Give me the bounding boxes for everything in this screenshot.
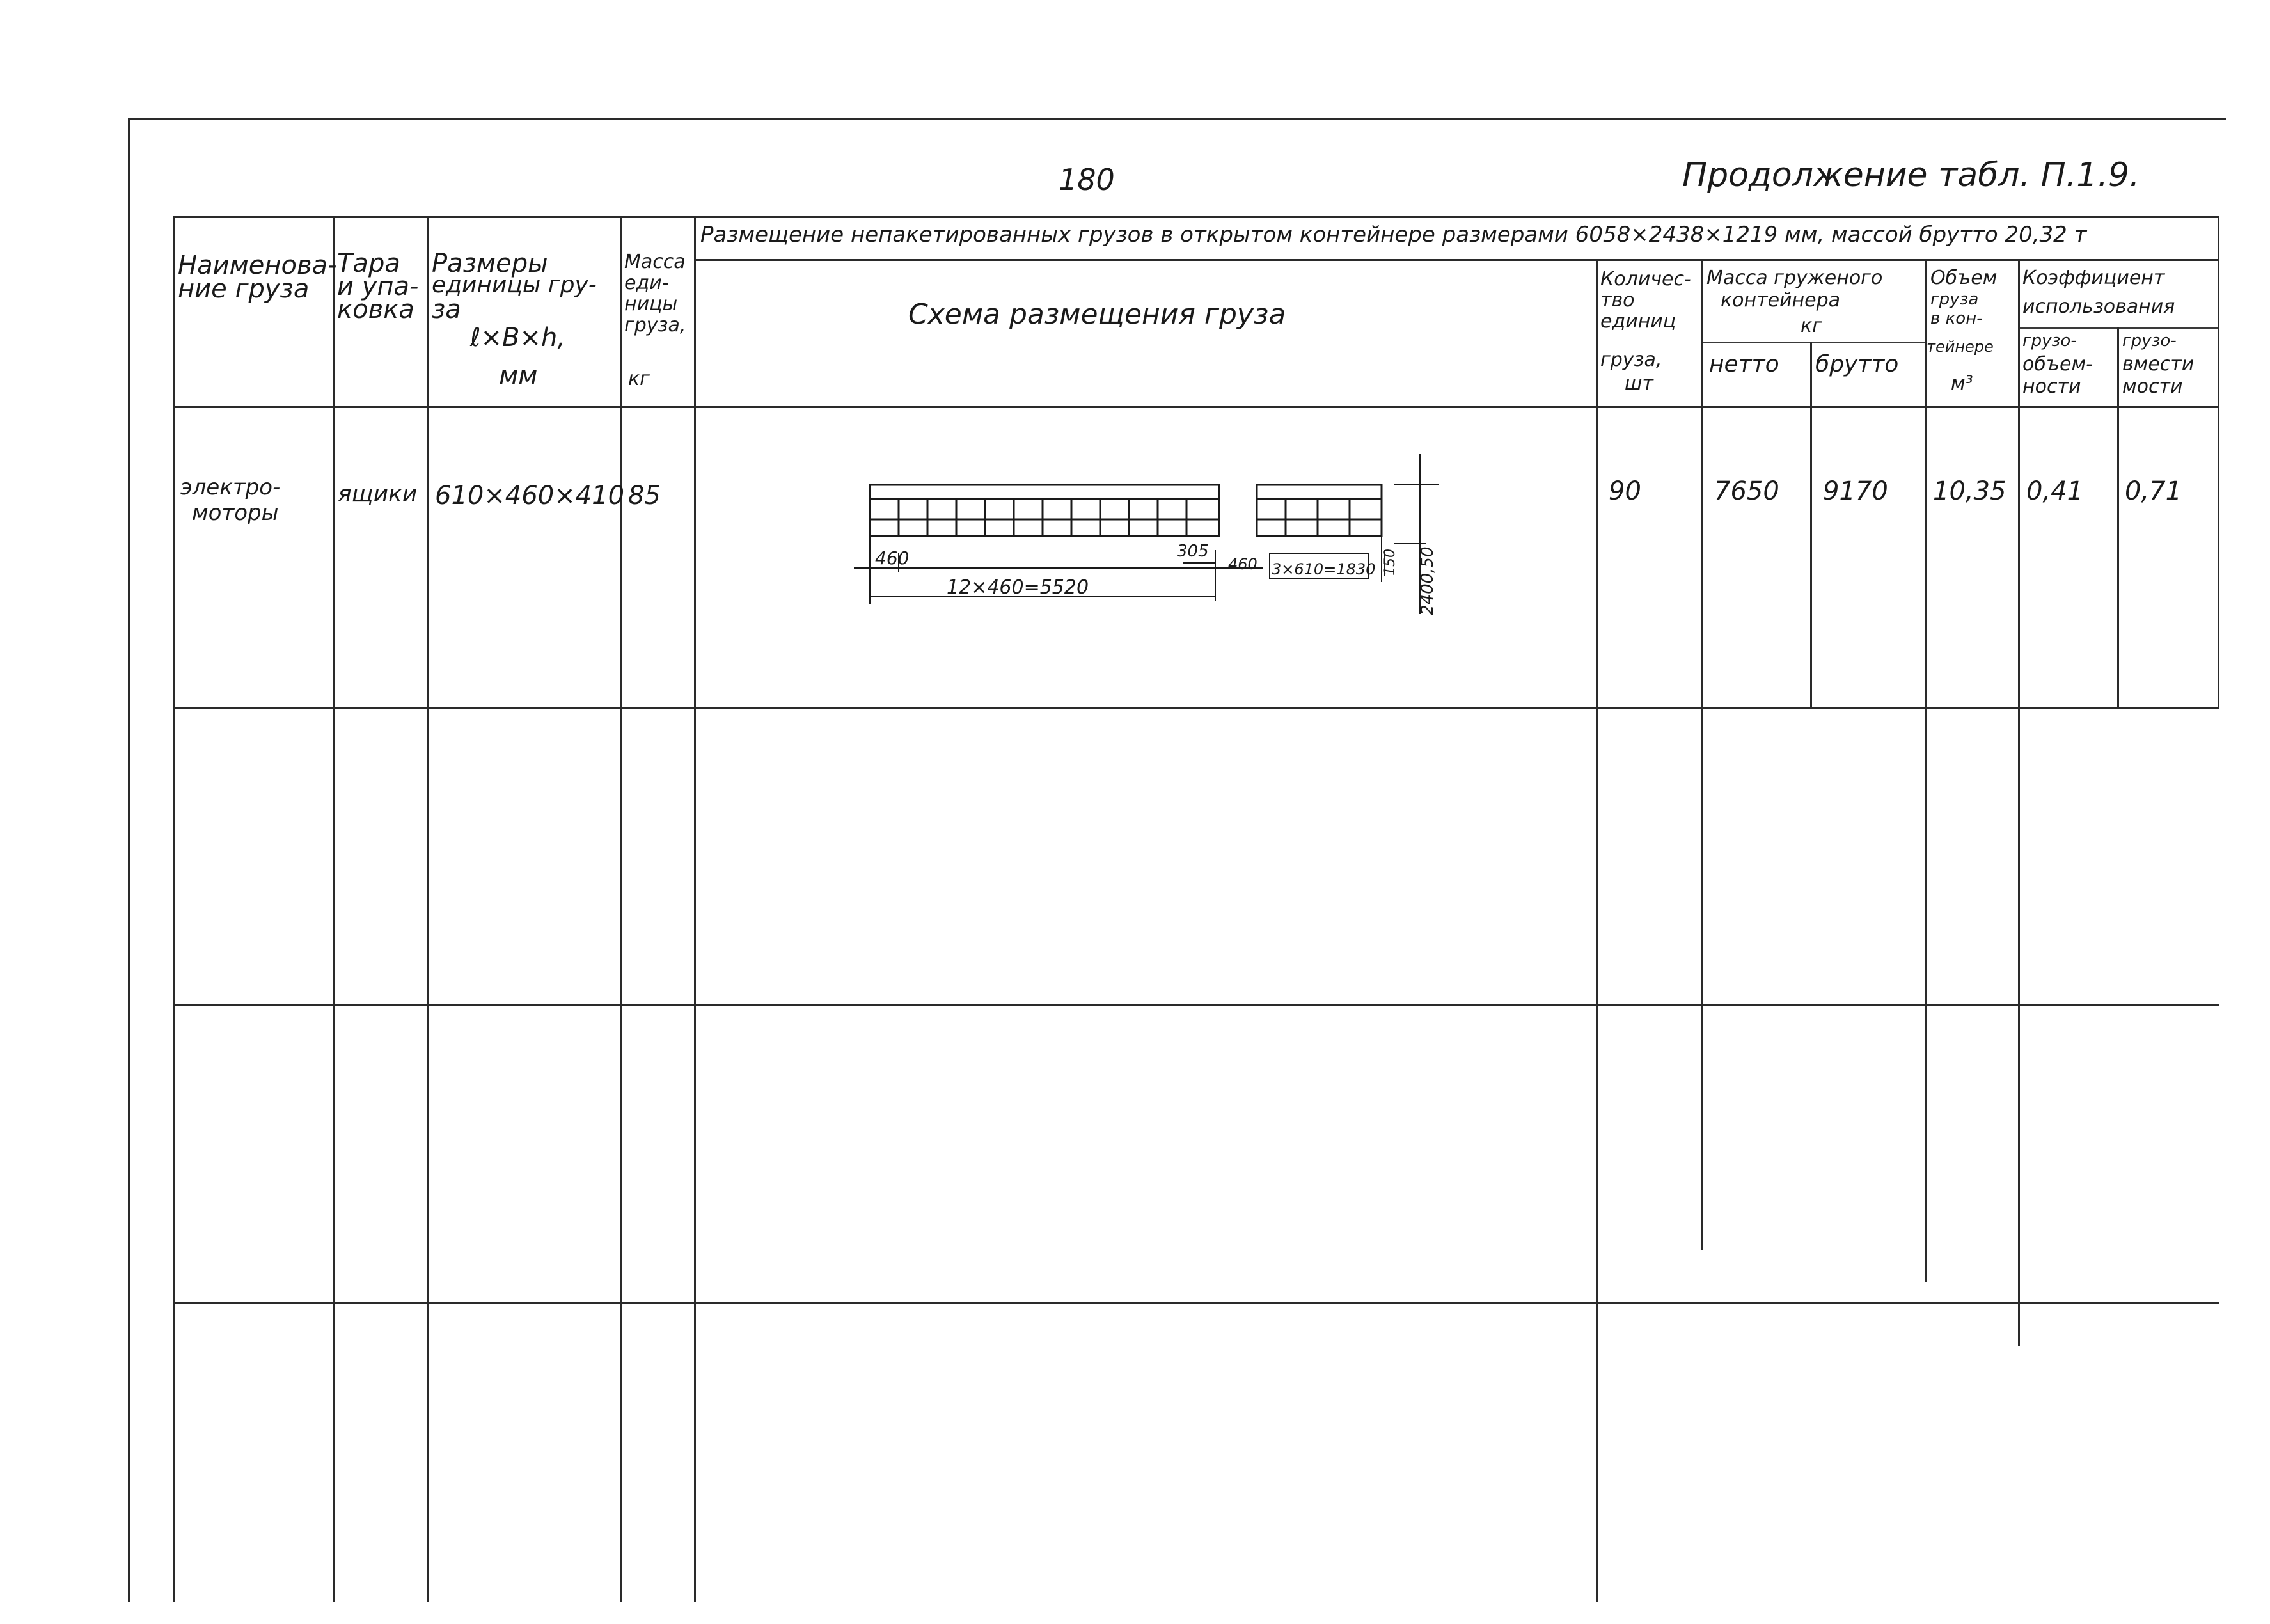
col-line-2	[427, 216, 429, 1602]
row-coef-volume: 0,41	[2026, 477, 2084, 506]
header-dims-1: Размеры	[432, 249, 548, 278]
header-coef-2: использования	[2022, 296, 2175, 318]
header-brutto: брутто	[1815, 351, 1899, 377]
header-name-2: ние груза	[178, 274, 310, 304]
header-coef-capacity-3: мости	[2122, 375, 2183, 398]
row-netto: 7650	[1714, 477, 1779, 506]
col-line-11	[2218, 216, 2219, 709]
col-line-10	[2117, 327, 2119, 707]
row-coef-capacity: 0,71	[2125, 477, 2182, 506]
span-title: Размещение непакетированных грузов в открытом контейнере размерами 6058×2438×1219 мм, массой брутто 20,32 т	[700, 222, 2087, 248]
row-name-1: электро-	[180, 475, 281, 500]
dim-height: 2400,50	[1418, 546, 1437, 615]
header-scheme: Схема размещения груза	[908, 298, 1286, 331]
header-coef-volume-3: ности	[2022, 375, 2081, 398]
header-container-mass-1: Масса груженого	[1706, 267, 1883, 289]
span-bottom-line	[694, 259, 2219, 261]
header-netto: нетто	[1709, 351, 1779, 377]
dim-side: 3×610=1830	[1272, 560, 1376, 578]
header-count-4: груза,	[1600, 349, 1662, 371]
header-tare-3: ковка	[337, 295, 414, 324]
col-line-4	[694, 216, 696, 1602]
col-line-9	[2018, 259, 2020, 1346]
header-mass-2: еди-	[624, 272, 669, 294]
table-top-line	[173, 216, 2219, 218]
col-line-0	[173, 216, 175, 1602]
end-view-boxes	[1257, 485, 1382, 536]
header-coef-1: Коэффициент	[2022, 267, 2165, 289]
header-name-1: Наименова-	[178, 251, 337, 280]
header-count-3: единиц	[1600, 310, 1676, 333]
header-volume-4: тейнере	[1927, 338, 1994, 356]
header-dims-5: мм	[499, 361, 538, 391]
header-container-mass-3: кг	[1801, 315, 1822, 337]
header-coef-capacity-2: вмести	[2122, 353, 2195, 375]
side-view-boxes	[870, 485, 1219, 536]
top-rule	[128, 118, 2226, 120]
header-mass-1: Масса	[624, 251, 686, 273]
col-line-7	[1810, 342, 1812, 707]
header-tare-2: и упа-	[337, 272, 419, 301]
header-coef-capacity-1: грузо-	[2122, 331, 2177, 351]
header-volume-3: в кон-	[1930, 309, 1983, 328]
header-count-2: тво	[1600, 289, 1635, 311]
row-mass: 85	[628, 481, 661, 510]
mass-subheader-line	[1701, 342, 1925, 343]
row-count: 90	[1609, 477, 1641, 506]
col-line-8	[1925, 259, 1927, 1282]
header-count-5: шт	[1625, 372, 1653, 395]
header-tare-1: Тара	[337, 249, 400, 278]
margin-rule	[128, 118, 130, 1602]
row-brutto: 9170	[1823, 477, 1888, 506]
row-tare: ящики	[338, 481, 418, 507]
header-mass-4: груза,	[624, 314, 686, 336]
dim-end: 305	[1177, 542, 1209, 561]
row-name-2: моторы	[192, 500, 279, 526]
page-number: 180	[1059, 162, 1115, 197]
header-volume-1: Объем	[1930, 267, 1998, 289]
header-volume-5: м³	[1951, 372, 1973, 395]
col-line-6	[1701, 259, 1703, 1250]
col-line-1	[333, 216, 335, 1602]
row-divider-1	[173, 707, 2219, 709]
header-dims-3: за	[432, 295, 461, 324]
dim-small: 150	[1382, 549, 1398, 576]
col-line-5	[1596, 259, 1598, 1602]
dim-total: 12×460=5520	[947, 576, 1089, 599]
dim-first: 460	[875, 548, 910, 569]
row-dims: 610×460×410	[435, 481, 625, 510]
col-line-3	[620, 216, 622, 1602]
dim-gap: 460	[1228, 555, 1257, 573]
end-view-dimensions	[1270, 454, 1439, 614]
row-divider-2	[173, 1004, 2219, 1006]
header-volume-2: груза	[1930, 290, 1979, 309]
header-coef-volume-2: объем-	[2022, 353, 2093, 375]
header-dims-4: ℓ×B×h,	[470, 323, 566, 352]
header-bottom-line	[173, 406, 2219, 408]
header-container-mass-2: контейнера	[1721, 289, 1841, 311]
loading-scheme-drawing	[844, 448, 1484, 620]
header-dims-2: единицы гру-	[432, 272, 597, 298]
header-mass-3: ницы	[624, 293, 678, 315]
header-mass-5: кг	[628, 368, 650, 390]
row-divider-3	[173, 1302, 2219, 1304]
row-volume: 10,35	[1933, 477, 2006, 506]
header-coef-volume-1: грузо-	[2022, 331, 2077, 351]
header-count-1: Количес-	[1600, 268, 1691, 290]
continuation-label: Продолжение табл. П.1.9.	[1682, 156, 2140, 194]
